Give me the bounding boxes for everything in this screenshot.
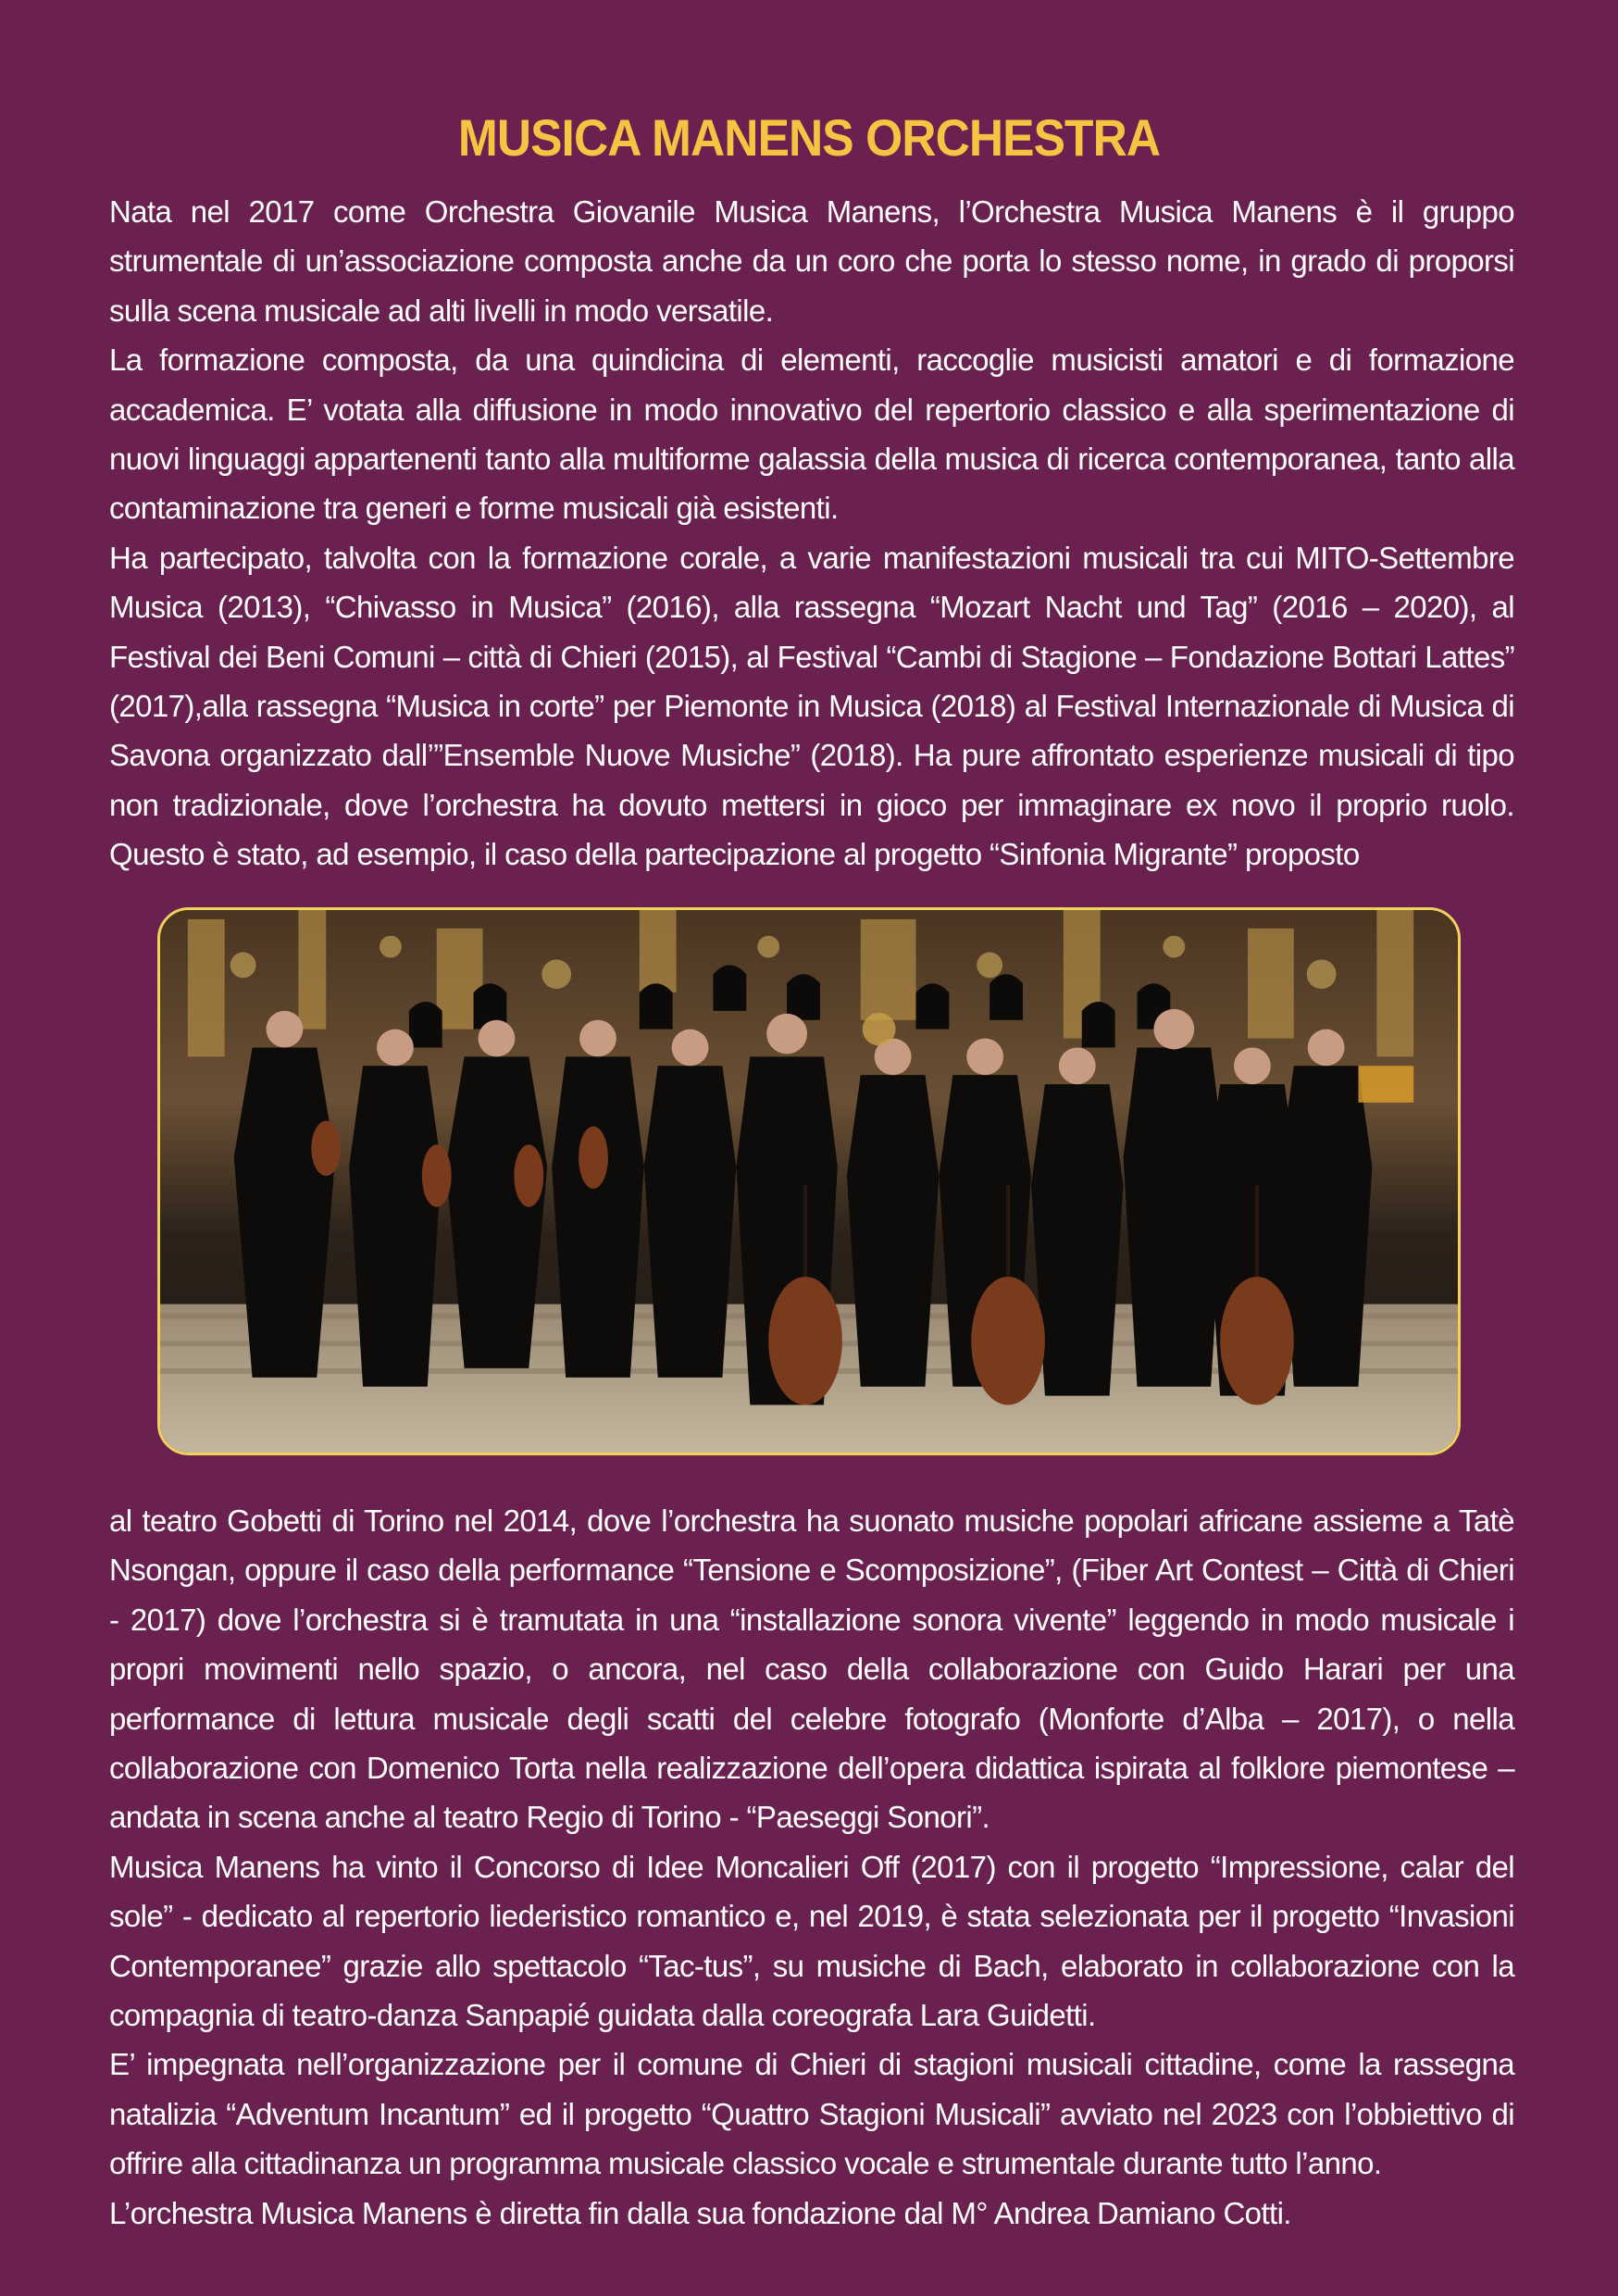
paragraph-awards: Musica Manens ha vinto il Concorso di Idee Moncalieri Off (2017) con il progetto “Impressione, calar del sole” - dedicato al repertorio liederistico romantico e, nel 2019, è stata selezionata per il progetto “Invasioni Contemporanee” grazie allo spettacolo “Tac-tus”, su musiche di Bach, elaborato in collaborazione con la compagnia di teatro-danza Sanpapié guidata dalla coreografa Lara Guidetti.: [109, 1849, 1514, 2033]
paragraph-founding: Nata nel 2017 come Orchestra Giovanile Musica Manens, l’Orchestra Musica Manens è il gruppo strumentale di un’associazione composta anche da un coro che porta lo stesso nome, in grado di proporsi sulla scena musicale ad alti livelli in modo versatile.: [109, 194, 1514, 328]
orchestra-group-photo: [157, 907, 1461, 1455]
paragraph-conductor: L’orchestra Musica Manens è diretta fin dalla sua fondazione dal M° Andrea Damiano Cotti.: [109, 2195, 1291, 2230]
paragraph-formation: La formazione composta, da una quindicina di elementi, raccoglie musicisti amatori e di formazione accademica. E’ votata alla diffusione in modo innovativo del repertorio classico e alla sperimentazione di nuovi linguaggi appartenenti tanto alla multiforme galassia della musica di ricerca contemporanea, tanto alla contaminazione tra generi e forme musicali già esistenti.: [109, 343, 1514, 526]
body-text-top: [109, 187, 1514, 880]
paragraph-seasons: E’ impegnata nell’organizzazione per il comune di Chieri di stagioni musicali cittadine, come la rassegna natalizia “Adventum Incantum” ed il progetto “Quattro Stagioni Musicali” avviato nel 2023 con l’obbiettivo di offrire alla cittadinanza un programma musicale classico vocale e strumentale durante tutto l’anno.: [109, 2047, 1514, 2181]
orchestra-photo-illustration: [160, 910, 1458, 1453]
paragraph-participation: Ha partecipato, talvolta con la formazione corale, a varie manifestazioni musicali tra cui MITO-Settembre Musica (2013), “Chivasso in Musica” (2016), alla rassegna “Mozart Nacht und Tag” (2016 – 2020), al Festival dei Beni Comuni – città di Chieri (2015), al Festival “Cambi di Stagione – Fondazione Bottari Lattes” (2017),alla rassegna “Musica in corte” per Piemonte in Musica (2018) al Festival Internazionale di Musica di Savona organizzato dall’”Ensemble Nuove Musiche” (2018). Ha pure affrontato esperienze musicali di tipo non tradizionale, dove l’orchestra ha dovuto mettersi in gioco per immaginare ex novo il proprio ruolo. Questo è stato, ad esempio, il caso della partecipazione al progetto “Sinfonia Migrante” proposto: [109, 540, 1514, 872]
paragraph-performances: al teatro Gobetti di Torino nel 2014, dove l’orchestra ha suonato musiche popolari africane assieme a Tatè Nsongan, oppure il caso della performance “Tensione e Scomposizione”, (Fiber Art Contest – Città di Chieri - 2017) dove l’orchestra si è tramutata in una “installazione sonora vivente” leggendo in modo musicale i propri movimenti nello spazio, o ancora, nel caso della collaborazione con Guido Harari per una performance di lettura musicale degli scatti del celebre fotografo (Monforte d’Alba – 2017), o nella collaborazione con Domenico Torta nella realizzazione dell’opera didattica ispirata al folklore piemontese – andata in scena anche al teatro Regio di Torino - “Paeseggi Sonori”.: [109, 1504, 1514, 1835]
body-text-bottom: [109, 1496, 1514, 2238]
page-title: MUSICA MANENS ORCHESTRA: [457, 107, 1161, 167]
